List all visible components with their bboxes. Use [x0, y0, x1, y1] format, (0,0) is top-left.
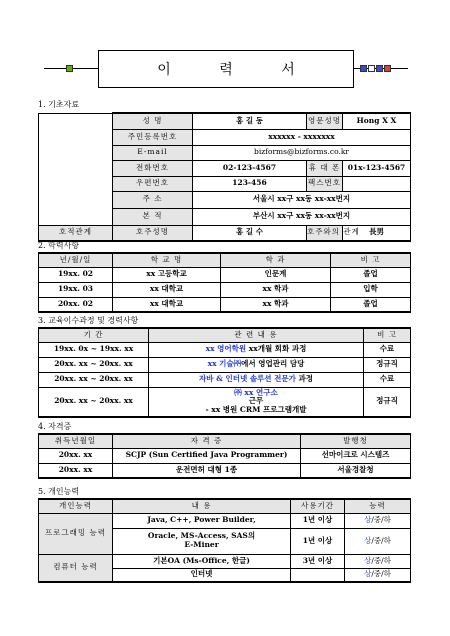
table-row [39, 513, 411, 528]
edu-header-major: 학 과 [221, 253, 331, 267]
training-table [38, 327, 411, 418]
skills-header-content: 내 용 [113, 499, 291, 513]
edu-cell: 졸업 [331, 267, 411, 282]
table-row [39, 357, 411, 372]
education-table [38, 252, 411, 313]
skills-content: 인터넷 [113, 568, 291, 582]
phone-value: 02-123-4567 [193, 160, 307, 176]
training-line-2: - xx 병원 CRM 프로그램개발 [205, 405, 307, 415]
edu-cell: 20xx. 02 [39, 297, 113, 312]
zip-value: 123-456 [193, 176, 307, 191]
skills-content: 기본OA (Ms-Office, 한글) [113, 554, 291, 568]
skills-period: 1년 이상 [291, 513, 345, 528]
edu-cell: xx 학과 [221, 297, 331, 312]
skills-header-type: 개인능력 [39, 499, 113, 513]
relation-label: 호주와의 관계 [307, 225, 343, 241]
training-header-period: 기 간 [39, 328, 149, 342]
section-title-training: 3. 교육이수과정 및 경력사항 [38, 316, 139, 325]
section-title-basic: 1. 기초자료 [38, 100, 80, 109]
license-cell: 선마이크로 시스템즈 [301, 448, 411, 463]
skills-content: Java, C++, Power Builder, [113, 513, 291, 528]
page-title: 이 력 서 [98, 50, 354, 88]
level-high: 상 [364, 515, 372, 525]
license-cell: 20xx. xx [39, 463, 113, 478]
training-desc: 과정 [295, 374, 314, 384]
table-row [39, 297, 411, 312]
training-note: 수료 [364, 342, 411, 357]
edu-cell: 입학 [331, 282, 411, 297]
training-org: xx 영어학원 [205, 344, 247, 354]
skills-period [291, 568, 345, 582]
eng-name-value: Hong X X [343, 113, 411, 129]
skills-header-period: 사용기간 [291, 499, 345, 513]
origin-label: 본 적 [113, 208, 193, 225]
rrn-label: 주민등록번호 [113, 129, 193, 145]
zip-label: 우편번호 [113, 176, 193, 191]
edu-cell: xx 대학교 [113, 297, 221, 312]
table-row [39, 554, 411, 568]
training-header-note: 비 고 [364, 328, 411, 342]
level-rest: /중/하 [371, 555, 391, 565]
skills-group-computer: 컴퓨터 능력 [39, 554, 113, 582]
skills-level [345, 513, 411, 528]
training-desc: xx개월 회화 과정 [246, 344, 307, 354]
white-square-icon [368, 65, 375, 72]
table-row [39, 372, 411, 387]
edu-cell: 19xx. 03 [39, 282, 113, 297]
edu-cell: 인문계 [221, 267, 331, 282]
edu-header-school: 학 교 명 [113, 253, 221, 267]
training-content [149, 357, 364, 372]
table-row [39, 448, 411, 463]
training-org: ㈜ xx 연구소 [234, 387, 278, 397]
section-title-license: 4. 자격증 [38, 422, 72, 431]
table-row [39, 282, 411, 297]
training-period: 20xx. xx ~ 20xx. xx [39, 387, 149, 417]
license-table [38, 433, 411, 479]
license-cell: 운전면허 대형 1종 [113, 463, 301, 478]
red-square-icon [384, 65, 391, 72]
green-square-icon [66, 65, 73, 72]
table-row [39, 342, 411, 357]
license-header-name: 자 격 증 [113, 434, 301, 448]
edu-cell: xx 대학교 [113, 282, 221, 297]
license-cell: 20xx. xx [39, 448, 113, 463]
skills-period: 3년 이상 [291, 554, 345, 568]
training-note: 정규직 [364, 387, 411, 417]
edu-header-note: 비 고 [331, 253, 411, 267]
training-org: xx 기술㈜ [207, 359, 242, 369]
rrn-value: xxxxxx - xxxxxxx [193, 129, 411, 145]
edu-cell: 19xx. 02 [39, 267, 113, 282]
mobile-label: 휴 대 폰 [307, 160, 343, 176]
level-rest: /중/하 [371, 569, 391, 579]
skills-level [345, 528, 411, 554]
edu-cell: xx 고등학교 [113, 267, 221, 282]
training-line-1 [149, 389, 363, 406]
training-org: 자바 & 인터넷 솔루션 전문가 [198, 374, 296, 384]
training-content [149, 372, 364, 387]
level-rest: /중/하 [371, 535, 391, 545]
section-title-education: 2. 학력사항 [38, 241, 80, 250]
training-note: 정규직 [364, 357, 411, 372]
training-note: 수료 [364, 372, 411, 387]
training-content [149, 387, 364, 417]
email-value: bizforms@bizforms.co.kr [193, 145, 411, 160]
training-header-content: 관 련 내 용 [149, 328, 364, 342]
training-period: 20xx. xx ~ 20xx. xx [39, 372, 149, 387]
level-high: 상 [364, 535, 372, 545]
license-cell: 서울경찰청 [301, 463, 411, 478]
level-high: 상 [364, 555, 372, 565]
training-content [149, 342, 364, 357]
phone-label: 전화번호 [113, 160, 193, 176]
table-row [39, 463, 411, 478]
head-name-label: 호주성명 [113, 225, 193, 241]
photo-box [39, 113, 113, 225]
training-period: 20xx. xx ~ 20xx. xx [39, 357, 149, 372]
license-header-date: 취득년월일 [39, 434, 113, 448]
head-name-value: 홍 길 수 [193, 225, 307, 241]
skills-content-line-2: E-Miner [184, 540, 219, 549]
skills-header-level: 능력 [345, 499, 411, 513]
basic-info-table [38, 112, 411, 242]
table-row [39, 267, 411, 282]
section-title-skills: 5. 개인능력 [38, 487, 80, 496]
skills-group-programming: 프로그래밍 능력 [39, 513, 113, 554]
training-desc: 에서 영업관리 담당 [241, 359, 305, 369]
edu-cell: 졸업 [331, 297, 411, 312]
training-desc: 근무 [248, 396, 264, 406]
table-row [39, 387, 411, 417]
blue-square-icon [360, 65, 367, 72]
mobile-value: 01x-123-4567 [343, 160, 411, 176]
edu-cell: xx 학과 [221, 282, 331, 297]
license-cell: SCJP (Sun Certified Java Programmer) [113, 448, 301, 463]
fax-label: 팩스번호 [307, 176, 343, 191]
family-label: 호적관계 [39, 225, 113, 241]
address-value: 서울시 xx구 xx동 xx-xx번지 [193, 191, 411, 208]
name-value: 홍 길 동 [193, 113, 307, 129]
email-label: E-mail [113, 145, 193, 160]
skills-content-line-1: Oracle, MS-Access, SAS의 [147, 531, 256, 541]
skills-level [345, 568, 411, 582]
level-rest: /중/하 [371, 515, 391, 525]
skills-table [38, 498, 411, 583]
skills-level [345, 554, 411, 568]
training-period: 19xx. 0x ~ 19xx. xx [39, 342, 149, 357]
fax-value [343, 176, 411, 191]
edu-header-date: 년/월/일 [39, 253, 113, 267]
name-label: 성 명 [113, 113, 193, 129]
address-label: 주 소 [113, 191, 193, 208]
eng-name-label: 영문성명 [307, 113, 343, 129]
skills-period: 1년 이상 [291, 528, 345, 554]
relation-value: 長男 [343, 225, 411, 241]
license-header-issuer: 발행청 [301, 434, 411, 448]
blue-square-icon [376, 65, 383, 72]
title-banner [44, 50, 408, 88]
origin-value: 부산시 xx구 xx동 xx-xx번지 [193, 208, 411, 225]
level-high: 상 [364, 569, 372, 579]
skills-content [113, 528, 291, 554]
